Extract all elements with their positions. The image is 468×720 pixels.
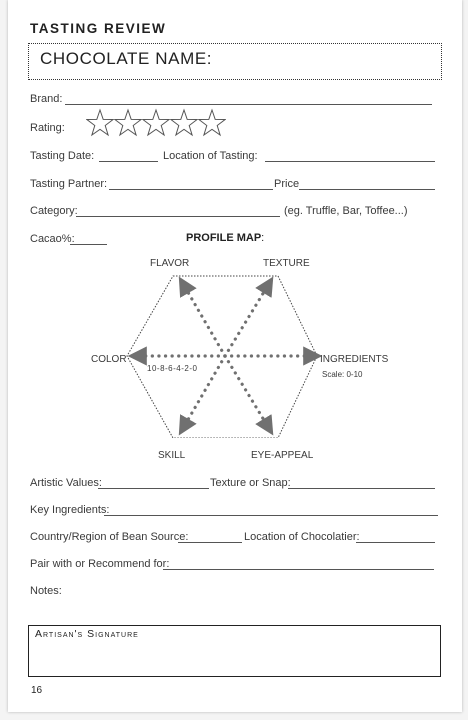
texture-or-snap-label: Texture or Snap: [210,477,291,489]
key-ingredients-line[interactable] [104,515,438,516]
axis-label-ingredients: INGREDIENTS [320,354,389,365]
texture-or-snap-line[interactable] [288,488,435,489]
location-of-chocolatier-label: Location of Chocolatier: [244,531,360,543]
notes-label: Notes: [30,585,62,597]
axis-label-texture: TEXTURE [263,258,310,269]
tasting-date-label: Tasting Date: [30,150,95,162]
scale-ticks: 10-8-6-4-2-0 [147,364,198,373]
profile-map-diagram [120,268,330,438]
location-of-chocolatier-line[interactable] [356,542,435,543]
tasting-partner-line[interactable] [109,189,273,190]
brand-label: Brand: [30,93,63,105]
arrow-eye-appeal [225,356,270,430]
cacao-line[interactable] [70,244,107,245]
rating-label: Rating: [30,122,65,134]
arrow-texture [225,282,270,356]
tasting-date-line[interactable] [99,161,158,162]
chocolate-name-box[interactable] [28,43,442,80]
country-region-label: Country/Region of Bean Source: [30,531,189,543]
axis-label-color: COLOR [91,354,127,365]
country-region-line[interactable] [178,542,242,543]
price-label: Price [274,178,300,190]
profile-map-title: PROFILE MAP: [186,232,265,244]
cacao-label: Cacao%: [30,233,75,245]
arrow-flavor [182,282,225,356]
workbook-page [8,0,462,712]
location-of-tasting-label: Location of Tasting: [163,150,258,162]
star-icon [87,110,113,135]
star-icon [115,110,141,135]
tasting-partner-label: Tasting Partner: [30,178,108,190]
axis-label-flavor: FLAVOR [150,258,190,269]
star-icon [143,110,169,135]
axis-label-eye-appeal: EYE-APPEAL [251,450,314,461]
category-line[interactable] [76,216,280,217]
page-number: 16 [31,685,43,696]
star-icon [199,110,225,135]
star-icon [171,110,197,135]
chocolate-name-label: CHOCOLATE NAME: [40,49,213,68]
pair-with-label: Pair with or Recommend for: [30,558,170,570]
artistic-values-label: Artistic Values: [30,477,102,489]
artisan-signature-box[interactable] [28,625,441,677]
price-line[interactable] [299,189,435,190]
page-title: TASTING REVIEW [30,21,167,36]
axis-label-skill: SKILL [158,450,186,461]
hexagon-outline [127,276,317,438]
pair-with-line[interactable] [163,569,434,570]
artisan-signature-label: Artisan's Signature [35,628,139,640]
artistic-values-line[interactable] [98,488,209,489]
brand-line[interactable] [65,104,432,105]
category-hint: (eg. Truffle, Bar, Toffee...) [284,205,408,217]
scale-note: Scale: 0-10 [322,370,363,379]
key-ingredients-label: Key Ingredients: [30,504,110,516]
category-label: Category: [30,205,78,217]
location-of-tasting-line[interactable] [265,161,435,162]
rating-stars[interactable] [86,108,226,140]
